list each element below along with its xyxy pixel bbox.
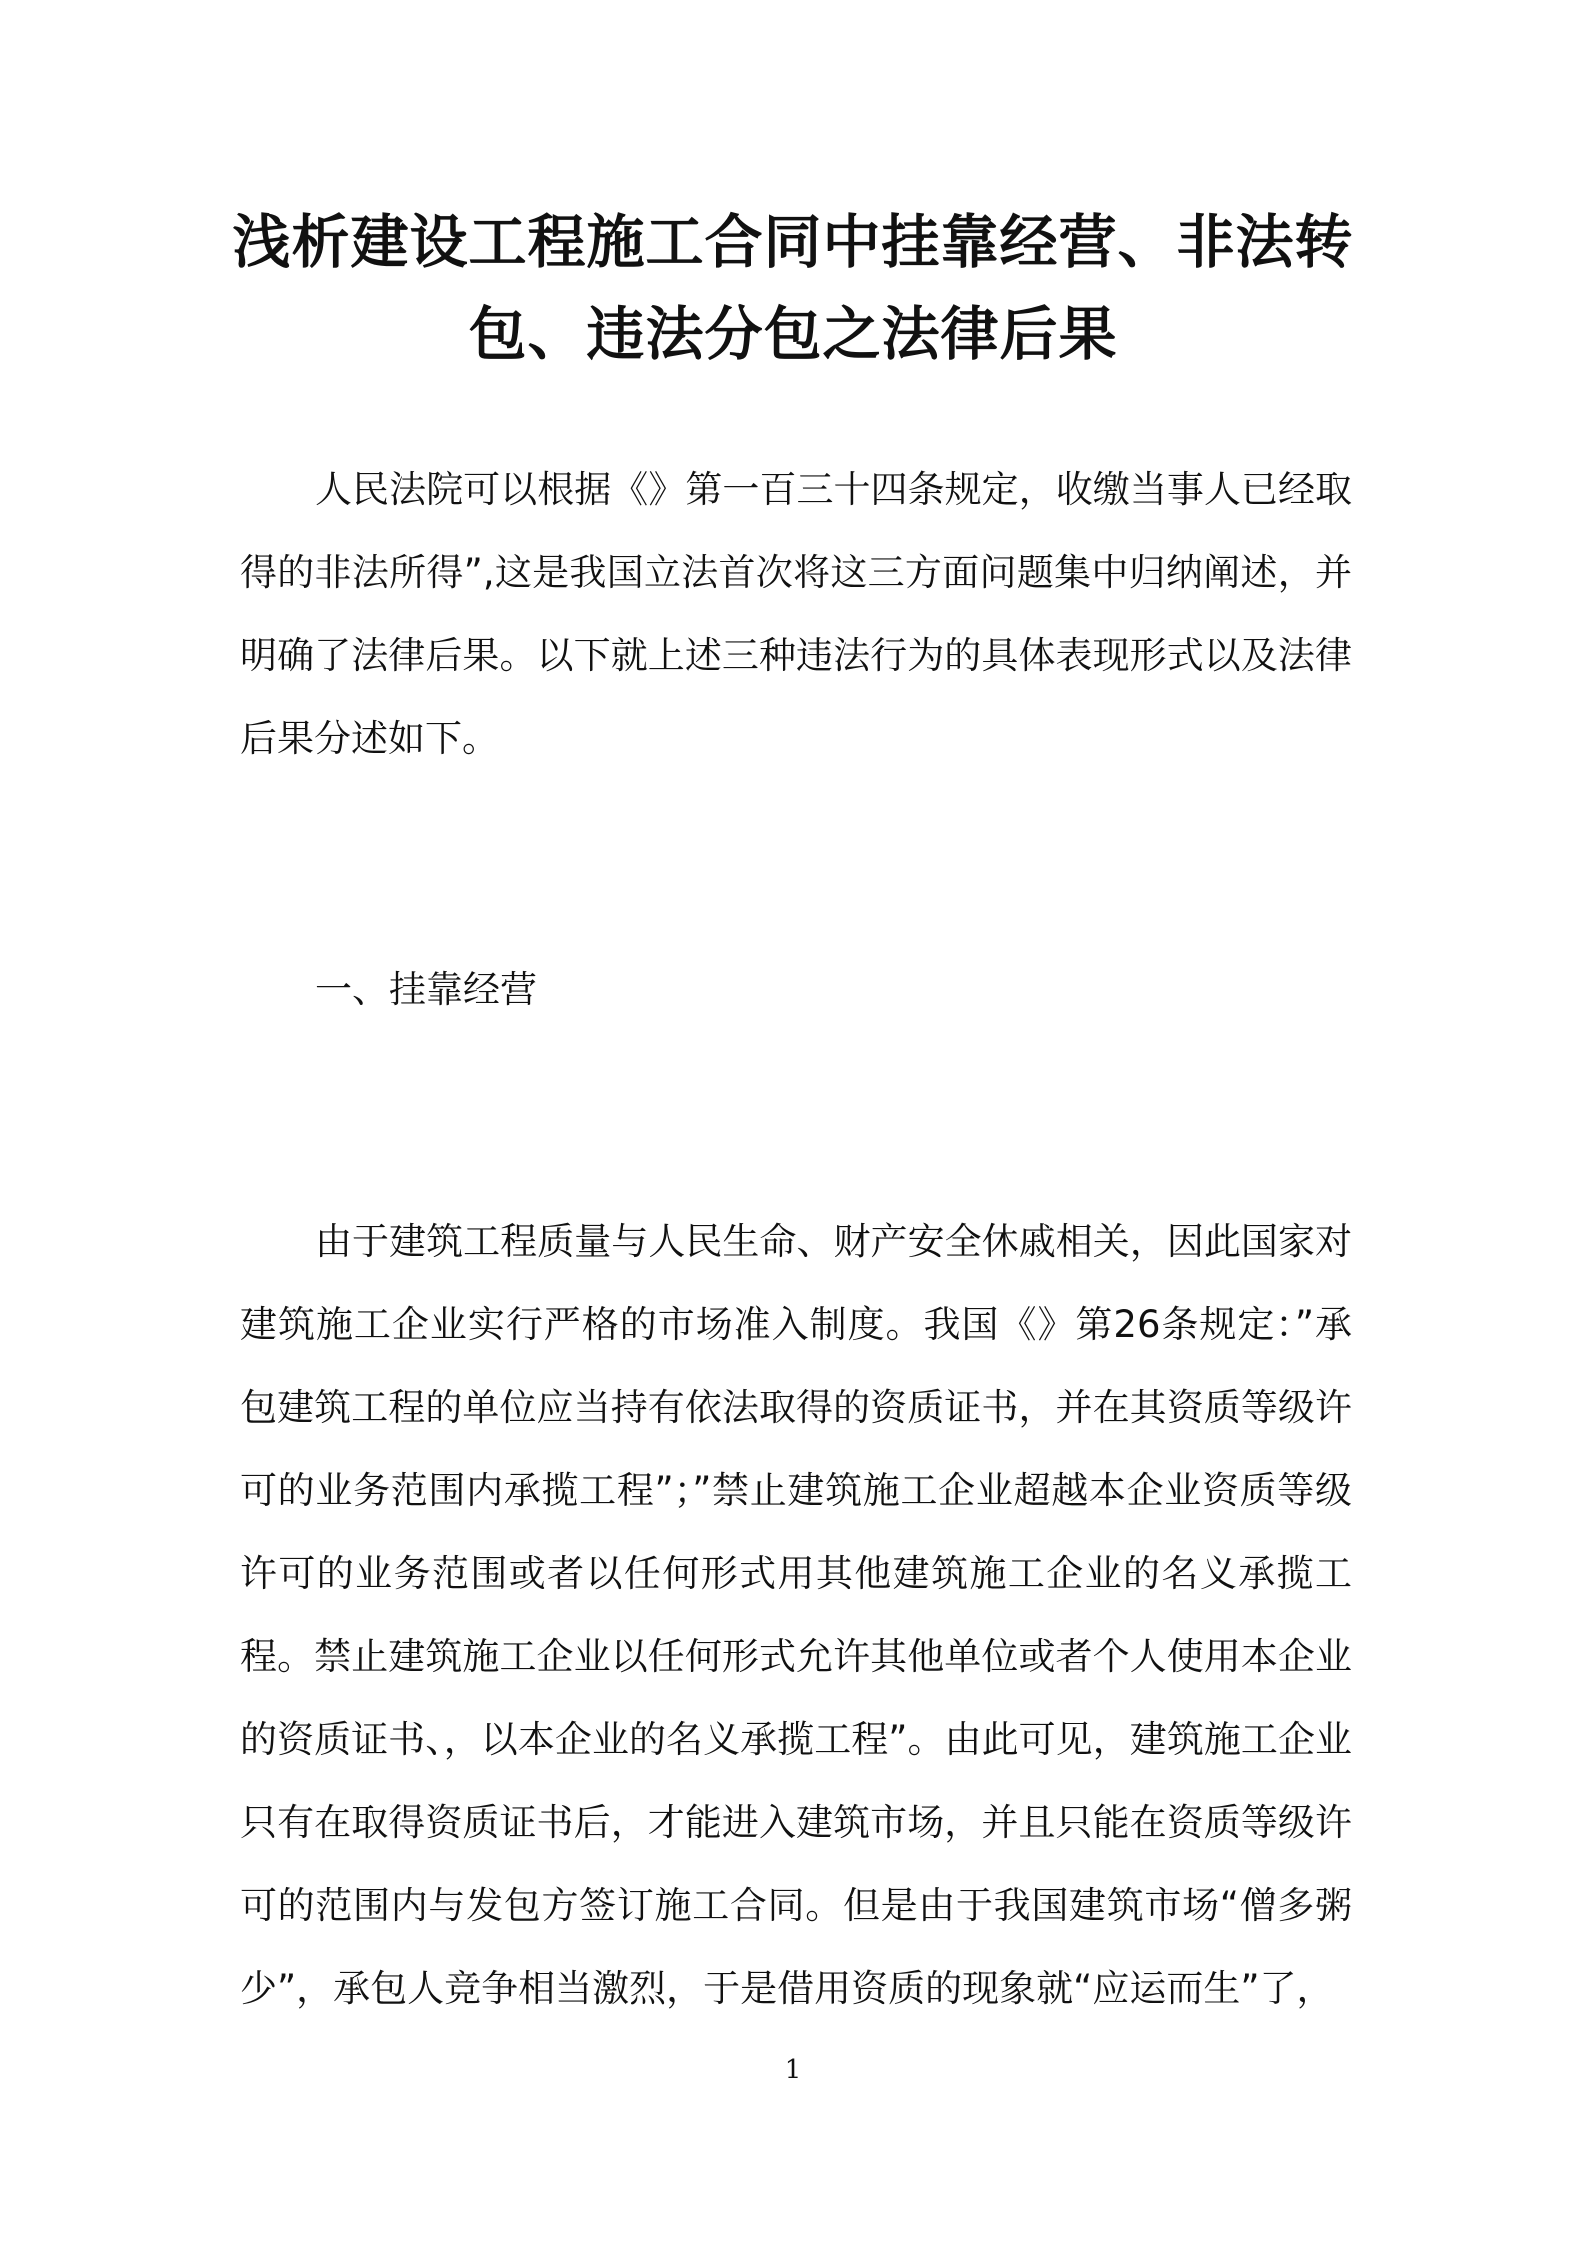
document-title: 浅析建设工程施工合同中挂靠经营、非法转包、违法分包之法律后果: [232, 208, 1354, 368]
section-heading-1: 一、挂靠经营: [315, 968, 537, 1011]
body-paragraph: 由于建筑工程质量与人民生命、财产安全休戚相关，因此国家对建筑施工企业实行严格的市场准入制度。我国《》第26条规定：”承包建筑工程的单位应当持有依法取得的资质证书，并在其资质等级许可的业务范围内承揽工程”；”禁止建筑施工企业超越本企业资质等级许可的业务范围或者以任何形式用其他建筑施工企业的名义承揽工程。禁止建筑施工企业以任何形式允许其他单位或者个人使用本企业的资质证书、，以本企业的名义承揽工程”。由此可见，建筑施工企业只有在取得资质证书后，才能进入建筑市场，并且只能在资质等级许可的范围内与发包方签订施工合同。但是由于我国建筑市场“僧多粥少”，承包人竞争相当激烈，于是借用资质的现象就“应运而生”了，: [240, 1220, 1352, 2010]
page-number: 1: [784, 2055, 802, 2085]
intro-paragraph: 人民法院可以根据《》第一百三十四条规定，收缴当事人已经取得的非法所得”,这是我国立法首次将这三方面问题集中归纳阐述，并明确了法律后果。以下就上述三种违法行为的具体表现形式以及法律后果分述如下。: [240, 468, 1352, 760]
